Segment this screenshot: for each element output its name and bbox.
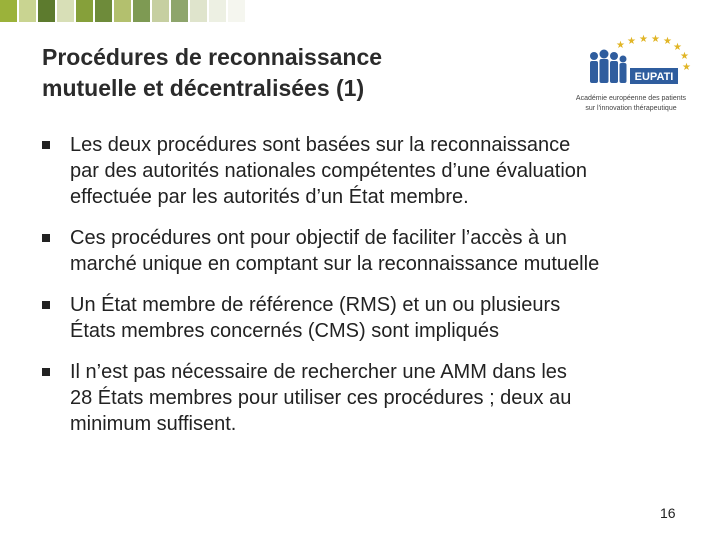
- square-bullet-icon: [42, 368, 50, 376]
- logo-tagline: [566, 94, 696, 114]
- bullet-line: marché unique en comptant sur la reconnaissance mutuelle: [70, 253, 600, 275]
- eupati-logo-graphic: [566, 34, 696, 94]
- slide-title: [42, 42, 502, 104]
- top-bar-square: [38, 0, 55, 22]
- logo-tagline-line: sur l'innovation thérapeutique: [585, 105, 677, 112]
- bullet-item: [42, 359, 710, 437]
- top-bar-square: [19, 0, 36, 22]
- top-bar-square: [114, 0, 131, 22]
- top-bar-square: [190, 0, 207, 22]
- top-bar-square: [171, 0, 188, 22]
- logo-star: ★: [651, 34, 660, 45]
- square-bullet-icon: [42, 301, 50, 309]
- top-bar-square: [133, 0, 150, 22]
- eupati-logo-text: EUPATI: [634, 71, 674, 83]
- star-arc: [616, 34, 691, 73]
- bullet-line: Il n’est pas nécessaire de rechercher une AMM dans les: [70, 361, 567, 383]
- logo-star: ★: [682, 62, 691, 73]
- square-bullet-icon: [42, 234, 50, 242]
- people-figures-icon: [590, 50, 627, 84]
- bullet-line: Les deux procédures sont basées sur la reconnaissance: [70, 134, 571, 156]
- logo-star: ★: [639, 34, 648, 45]
- logo-star: ★: [680, 51, 689, 62]
- bullet-line: Un État membre de référence (RMS) et un ou plusieurs: [70, 294, 561, 316]
- logo-star: ★: [627, 36, 636, 47]
- bullet-item: [42, 132, 710, 210]
- logo-star: ★: [673, 42, 682, 53]
- logo-star: ★: [616, 40, 625, 51]
- top-bar-square: [0, 0, 17, 22]
- bullet-line: Ces procédures ont pour objectif de faciliter l’accès à un: [70, 227, 567, 249]
- top-bar-square: [209, 0, 226, 22]
- bullet-list: [42, 132, 710, 452]
- top-bar-square: [57, 0, 74, 22]
- logo-star: ★: [663, 36, 672, 47]
- bullet-item: [42, 292, 710, 344]
- eupati-logo: [566, 34, 696, 118]
- slide-title-line: Procédures de reconnaissance: [42, 44, 383, 70]
- square-bullet-icon: [42, 141, 50, 149]
- top-bar-square: [228, 0, 245, 22]
- bullet-line: effectuée par les autorités d’un État membre.: [70, 186, 469, 208]
- top-bar-square: [95, 0, 112, 22]
- slide-title-line: mutuelle et décentralisées (1): [42, 75, 365, 101]
- bullet-line: 28 États membres pour utiliser ces procédures ; deux au: [70, 387, 572, 409]
- top-bar-square: [76, 0, 93, 22]
- top-bar-square: [152, 0, 169, 22]
- logo-tagline-line: Académie européenne des patients: [575, 95, 687, 102]
- page-number: 16: [660, 505, 676, 521]
- bullet-line: États membres concernés (CMS) sont impliqués: [70, 320, 500, 342]
- bullet-line: minimum suffisent.: [70, 413, 237, 435]
- decorative-top-bar: [0, 0, 720, 22]
- top-bar-square: [247, 0, 264, 22]
- bullet-item: [42, 225, 710, 277]
- bullet-line: par des autorités nationales compétentes d’une évaluation: [70, 160, 588, 182]
